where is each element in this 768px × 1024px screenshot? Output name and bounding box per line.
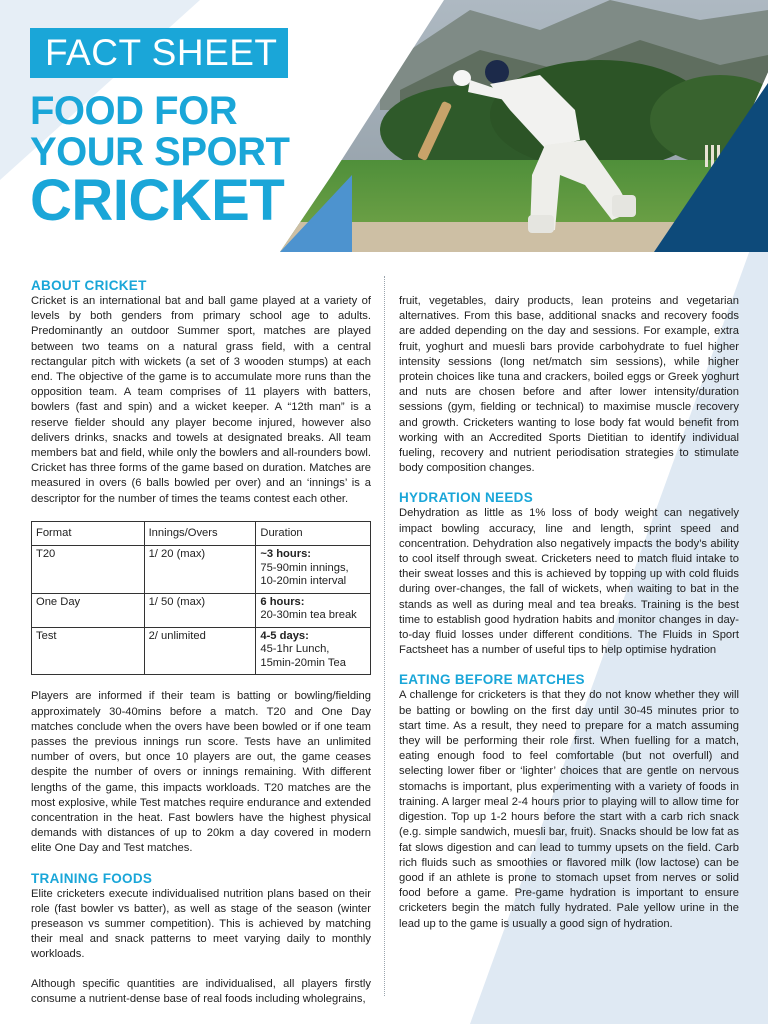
eating-paragraph: A challenge for cricketers is that they do not know whether they will be batting or bowling on the first day until 30-45 minutes prior to start time. As a result, they need to prepare for a match assuming they will be performing their role first. When fuelling for a match, eating enough food to feel comfortable (but not overfull) and selecting lower fiber or ‘lighter’ choices that are gentle on nervous stomachs is important, plus experimenting with a variety of foods in training. A larger meal 2-4 hours prior to playing will to allow time for digestion. Top up 1-2 hours before the start with a carb rich snack (e.g. simple sandwich, muesli bar, fruit). Snacks should be low fat as fat slows digestion and can lead to tummy upsets on the field. Carb rich fluids such as smoothies or flavored milk (low lactose) can be good if an athlete is prone to stomach upset from nerves or solid food before a game. Pre-game hydration is important to ensure cricketers begin the match fully hydrated. Pale yellow urine in the lead up to the game is usually a good sign of hydration. [399, 689, 739, 930]
table-cell-innings: 1/ 50 (max) [144, 593, 256, 627]
training-paragraph-1: Elite cricketers execute individualised nutrition plans based on their role (fast bowler vs batter), as well as stage of the season (winter preseason vs summer competition). This is achieved by matching their meal and snack patterns to meet varying daily to monthly workloads. [31, 887, 371, 961]
right-column [399, 294, 739, 932]
table-row [32, 627, 371, 675]
duration-detail: 20-30min tea break [260, 609, 357, 622]
page-title-line-3: CRICKET [30, 168, 285, 233]
table-cell-innings: 2/ unlimited [144, 627, 256, 675]
training-heading: TRAINING FOODS [31, 870, 153, 886]
page-title-line-2: YOUR SPORT [30, 130, 290, 174]
table-row [32, 546, 371, 594]
table-cell-duration [256, 546, 371, 594]
table-header-duration: Duration [256, 521, 371, 546]
table-header-innings: Innings/Overs [144, 521, 256, 546]
table-header-format: Format [32, 521, 145, 546]
table-cell-duration [256, 627, 371, 675]
table-cell-format: Test [32, 627, 145, 675]
eating-heading: EATING BEFORE MATCHES [399, 672, 585, 688]
banner-label: FACT SHEET [45, 32, 278, 73]
column-divider [384, 276, 385, 996]
training-paragraph-2-continued: fruit, vegetables, dairy products, lean proteins and vegetarian alternatives. From this base, additional snacks and recovery foods are added depending on the day and sessions. For example, extra fruit, yoghurt and muesli bars provide carbohydrate to fuel higher intensity sessions (long net/match sim sessions), while higher protein choices like tuna and crackers, boiled eggs or Greek yoghurt and nuts are chosen before and after lower intensity/duration sessions (gym, fielding or technical) to maximise muscle recovery and growth. Cricketers wanting to lose body fat would benefit from working with an Accredited Sports Dietitian to identify individual fueling, recovery and nutrient periodisation strategies to stimulate body composition changes. [399, 295, 739, 475]
spacer [31, 857, 371, 871]
training-paragraph-2: Although specific quantities are individualised, all players firstly consume a nutrient-dense base of real foods including wholegrains, [31, 977, 371, 1005]
spacer [31, 963, 371, 977]
duration-bold: ~3 hours: [260, 548, 312, 561]
about-heading: ABOUT CRICKET [31, 278, 147, 293]
duration-detail: 45-1hr Lunch, 15min-20min Tea [260, 643, 346, 669]
duration-bold: 6 hours: [260, 595, 305, 608]
fact-sheet-banner [30, 28, 288, 78]
spacer [399, 658, 739, 672]
table-row [32, 593, 371, 627]
duration-bold: 4-5 days: [260, 629, 309, 642]
about-paragraph-1: Cricket is an international bat and ball game played at a variety of levels by both genders from primary school age to adults. Predominantly an outdoor Summer sport, matches are played between two teams on a natural grass field, with a central rectangular pitch with wickets (a set of 3 wooden stumps) at each end. The objective of the game is to accumulate more runs than the opposition team. A team comprises of 11 players with batters, bowlers (fast and spin) and a wicket keeper. A “12th man” is a reserve fielder should any player become injured, however also delivers drinks, snacks and towels at designated breaks. All team members bat and field, while only the bowlers and all-rounders bowl. Cricket has three forms of the game based on duration. Matches are measured in overs (6 balls bowled per over) and an ‘innings’ is a descriptor for the number of times the teams contest each other. [31, 295, 371, 505]
table-cell-duration [256, 593, 371, 627]
table-cell-format: One Day [32, 593, 145, 627]
table-cell-innings: 1/ 20 (max) [144, 546, 256, 594]
hydration-paragraph: Dehydration as little as 1% loss of body weight can negatively impact bowling accuracy, line and length, sprint speed and concentration. Dehydration also negatively impacts the body’s ability to cool itself through sweat. Cricketers need to match fluid intake to their sweat losses and this is achieved by topping up with cold fluids during over-changes, the fall of wickets, when waiting to bat in the stands as well as during meal and tea breaks. Training is the best time to establish good hydration habits and monitor changes in day-to-day fluid losses under different conditions. The Fluids in Sport Factsheet has a number of useful tips to help optimise hydration [399, 507, 739, 657]
table-header-row [32, 521, 371, 546]
spacer [399, 476, 739, 490]
format-table [31, 521, 371, 676]
hydration-heading: HYDRATION NEEDS [399, 490, 534, 506]
page-title-line-1: FOOD FOR [30, 89, 238, 133]
duration-detail: 75-90min innings, 10-20min interval [260, 561, 349, 588]
left-column [31, 278, 371, 1007]
about-paragraph-2: Players are informed if their team is batting or bowling/fielding approximately 30-40mins before a match. T20 and One Day matches conclude when the overs have been bowled or if one team passes the previous innings run score. Tests have an unlimited number of overs, but once 10 players are out, the game ceases despite the number of overs or innings remaining. With different lengths of the game, this impacts workloads. T20 matches are the most explosive, while Test matches require endurance and extended concentration in the heat. Fast bowlers have the highest physical demands with distances of up to 20km a day covered in modern elite One Day and Test matches. [31, 690, 371, 855]
table-cell-format: T20 [32, 546, 145, 594]
